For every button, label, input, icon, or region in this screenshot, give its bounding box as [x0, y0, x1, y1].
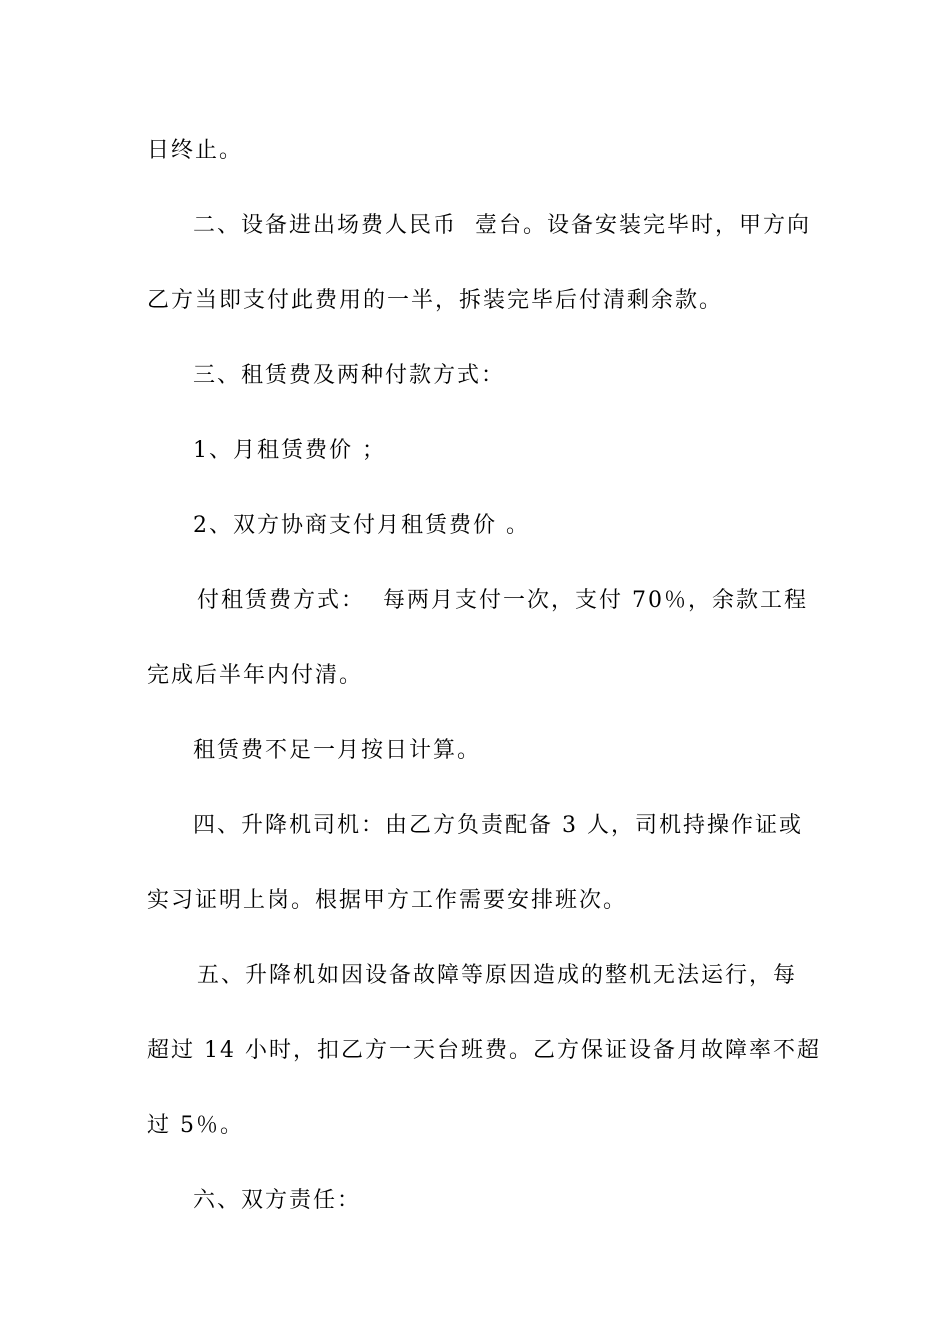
clause-4-line-2: 实习证明上岗。根据甲方工作需要安排班次。 — [147, 888, 628, 913]
clause-5-line-1: 五、升降机如因设备故障等原因造成的整机无法运行，每 — [197, 963, 798, 988]
clause-2-line-1: 二、设备进出场费人民币 壹台。设备安装完毕时，甲方向 — [193, 213, 811, 238]
clause-3-item-1: 1、月租赁费价 ； — [193, 438, 386, 463]
clause-5-line-2: 超过 14 小时，扣乙方一天台班费。乙方保证设备月故障率不超 — [147, 1038, 821, 1063]
clause-3-item-2: 2、双方协商支付月租赁费价 。 — [193, 513, 530, 538]
clause-2-line-2: 乙方当即支付此费用的一半，拆装完毕后付清剩余款。 — [147, 288, 724, 313]
clause-3-heading: 三、租赁费及两种付款方式： — [193, 363, 506, 388]
partial-month-note: 租赁费不足一月按日计算。 — [193, 738, 482, 763]
text-line-end-date: 日终止。 — [147, 138, 244, 163]
payment-method-line-2: 完成后半年内付清。 — [147, 663, 364, 688]
payment-method-line-1: 付租赁费方式： 每两月支付一次，支付 70％，余款工程 — [197, 588, 808, 613]
clause-4-line-1: 四、升降机司机：由乙方负责配备 3 人，司机持操作证或 — [193, 813, 803, 838]
clause-5-line-3: 过 5％。 — [147, 1113, 244, 1138]
clause-6-heading: 六、双方责任： — [193, 1188, 362, 1213]
